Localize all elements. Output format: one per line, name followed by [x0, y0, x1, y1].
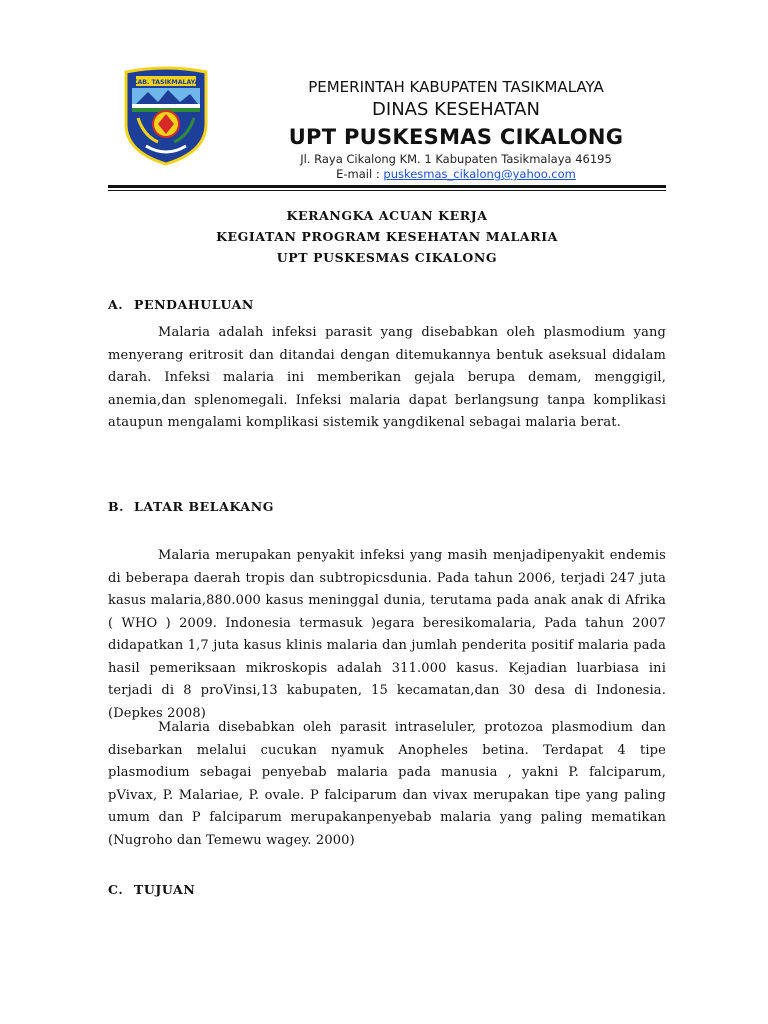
- letterhead-divider-thick: [108, 185, 666, 188]
- section-number: A.: [108, 297, 124, 312]
- office-address: Jl. Raya Cikalong KM. 1 Kabupaten Tasikmalaya 46195: [300, 152, 612, 166]
- title-line-2: KEGIATAN PROGRAM KESEHATAN MALARIA: [216, 229, 558, 244]
- paragraph: Malaria adalah infeksi parasit yang disebabkan oleh plasmodium yang menyerang eritrosit dan ditandai dengan ditemukannya bentuk aseksual didalam darah. Infeksi malaria ini memberikan gejala berupa demam, menggigil, anemia,dan splenomegali. Infeksi malaria dapat berlangsung tanpa komplikasi ataupun mengalami komplikasi sistemik yangdikenal sebagai malaria berat.: [108, 325, 666, 430]
- letterhead: [232, 76, 680, 182]
- email-line: [232, 167, 680, 182]
- section-heading-latar-belakang: [108, 499, 274, 514]
- unit-name: UPT PUSKESMAS CIKALONG: [288, 125, 624, 149]
- section-number: B.: [108, 499, 125, 514]
- section-title: PENDAHULUAN: [134, 297, 254, 312]
- email-link[interactable]: puskesmas_cikalong@yahoo.com: [383, 167, 576, 181]
- document-title: [108, 205, 666, 268]
- email-label: E-mail :: [336, 167, 384, 181]
- section-number: C.: [108, 882, 124, 897]
- paragraph: Malaria disebabkan oleh parasit intraseluler, protozoa plasmodium dan disebarkan melalui cucukan nyamuk Anopheles betina. Terdapat 4 tipe plasmodium sebagai penyebab malaria pada manusia , yakni P. falciparum, pVivax, P. Malariae, P. ovale. P falciparum dan vivax merupakan tipe yang paling umum dan P falciparum merupakanpenyebab malaria yang paling mematikan (Nugroho dan Temewu wagey. 2000): [108, 720, 666, 848]
- government-name: PEMERINTAH KABUPATEN TASIKMALAYA: [308, 78, 604, 96]
- title-line-1: KERANGKA ACUAN KERJA: [286, 208, 488, 223]
- regency-emblem-logo: [118, 66, 214, 168]
- title-line-3: UPT PUSKESMAS CIKALONG: [276, 250, 498, 265]
- paragraph: Malaria merupakan penyakit infeksi yang masih menjadipenyakit endemis di beberapa daerah tropis dan subtropicsdunia. Pada tahun 2006, terjadi 247 juta kasus malaria,880.000 kasus meninggal dunia, terutama pada anak anak di Afrika ( WHO ) 2009. Indonesia termasuk )egara beresikomalaria, Pada tahun 2007 didapatkan 1,7 juta kasus klinis malaria dan jumlah penderita positif malaria pada hasil pemeriksaan mikroskopis adalah 311.000 kasus. Kejadian luarbiasa ini terjadi di 8 proVinsi,13 kabupaten, 15 kecamatan,dan 30 desa di Indonesia.(Depkes 2008): [108, 548, 666, 721]
- section-title: TUJUAN: [134, 882, 196, 897]
- department-name: DINAS KESEHATAN: [372, 99, 540, 120]
- emblem-caption: KAB. TASIKMALAYA: [132, 79, 200, 86]
- section-heading-tujuan: [108, 882, 195, 897]
- letterhead-divider-thin: [108, 190, 666, 191]
- section-title: LATAR BELAKANG: [134, 499, 274, 514]
- section-heading-pendahuluan: [108, 297, 254, 312]
